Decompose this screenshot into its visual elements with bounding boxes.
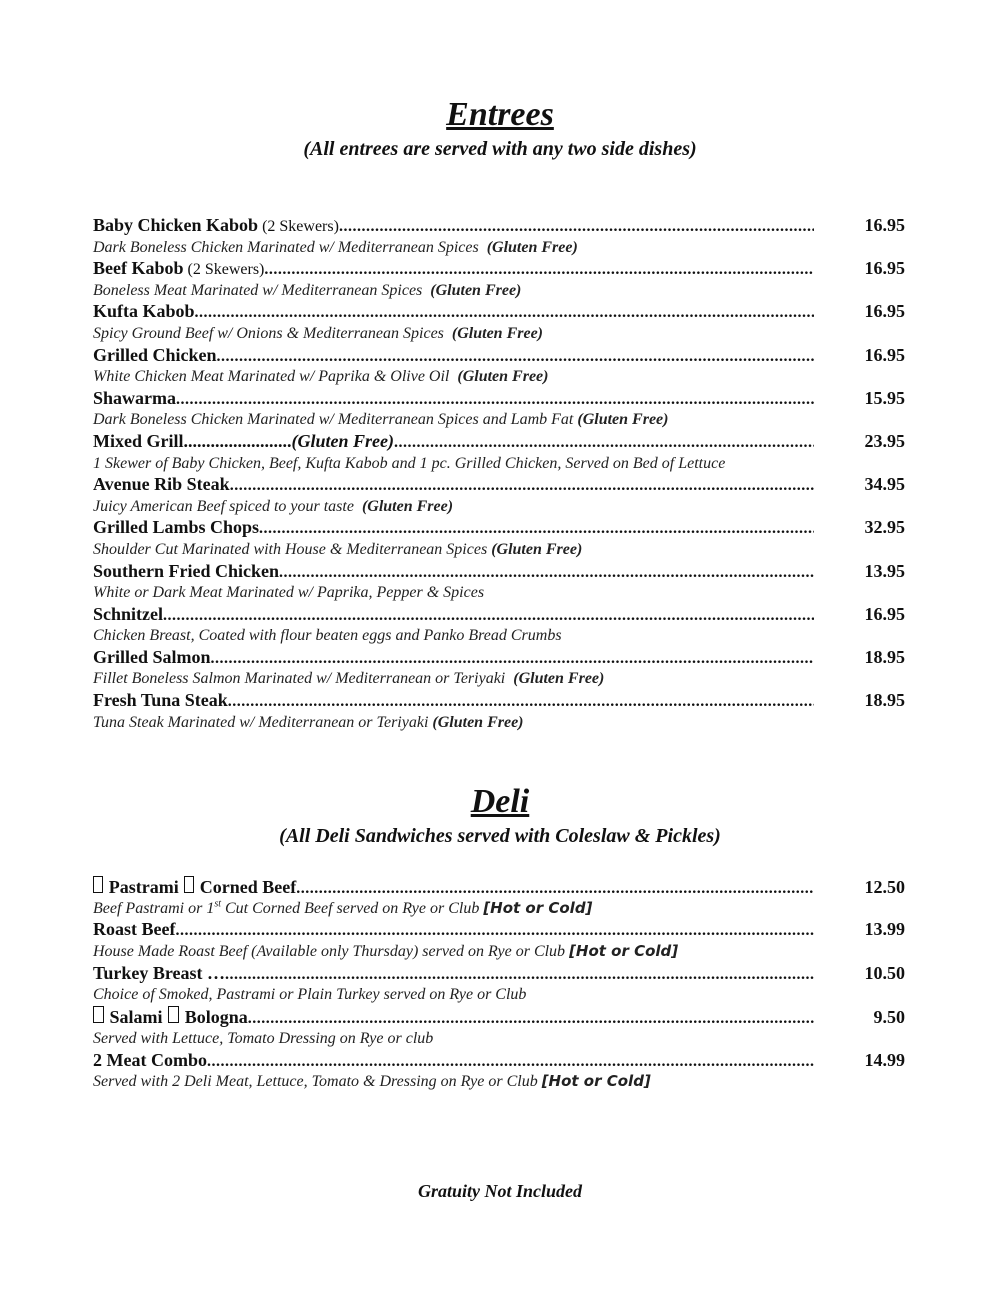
item-price: 9.50 [873,1007,905,1028]
item-price: 16.95 [864,344,905,365]
leader-dots [296,878,814,900]
item-name: Shawarma [93,387,177,408]
option-label: Pastrami [108,877,179,897]
item-description [93,323,905,345]
leader-dots [163,605,814,627]
item-name: Schnitzel [93,603,163,624]
item-desc-text: Choice of Smoked, Pastrami or Plain Turkey served on Rye or Club [93,986,527,1004]
entrees-title: Entrees [446,96,554,133]
item-price: 12.50 [864,877,906,897]
menu-item [93,258,905,280]
item-name: Grilled Lambs Chops [93,517,260,538]
item-desc-text: Juicy American Beef spiced to your taste [93,497,354,515]
item-price: 23.95 [864,430,905,451]
item-desc-text: Spicy Ground Beef w/ Onions & Mediterranean Spices [93,324,444,342]
menu-item [93,561,905,583]
item-name: Mixed Grill........................ [93,430,292,451]
deli-header [0,785,1000,848]
entrees-header [0,98,1000,161]
item-name: Roast Beef [93,919,176,940]
entrees-list [93,215,905,733]
leader-dots [259,518,814,540]
menu-item [93,517,905,539]
deli-title: Deli [470,783,530,820]
item-name: Fresh Tuna Steak [93,690,228,711]
item-name: Turkey Breast … [93,962,226,983]
gluten-free-tag: (Gluten Free) [491,540,583,558]
menu-item [93,647,905,669]
ordinal-suffix: st [214,898,221,910]
item-desc-text: Boneless Meat Marinated w/ Mediterranean Spices [93,281,423,299]
gluten-free-tag: (Gluten Free) [513,670,605,688]
deli-subtitle: (All Deli Sandwiches served with Coleslaw & Pickles) [279,825,721,847]
item-description [93,409,905,431]
menu-item [93,876,905,898]
menu-item [93,1006,905,1028]
item-desc-text: House Made Roast Beef (Available only Thursday) served on Rye or Club [93,943,566,961]
leader-dots [225,964,814,986]
gluten-free-tag: (Gluten Free) [451,324,544,342]
item-description [93,941,905,963]
item-description [93,582,905,604]
item-desc-text: Dark Boneless Chicken Marinated w/ Mediterranean Spices and Lamb Fat [93,411,574,429]
item-price: 16.95 [864,603,905,624]
item-name: Beef Kabob [93,258,184,279]
leader-dots [248,1008,814,1030]
item-price: 34.95 [864,474,905,495]
leader-dots [230,475,814,497]
gluten-free-tag: (Gluten Free) [577,411,669,429]
leader-dots [279,562,814,584]
bologna-checkbox[interactable] [168,1006,179,1023]
item-desc-text: Cut Corned Beef served on Rye or Club [221,899,480,917]
item-description [93,668,905,690]
item-desc-text: Served with 2 Deli Meat, Lettuce, Tomato & Dressing on Rye or Club [93,1073,538,1091]
menu-item [93,963,905,985]
item-name: 2 Meat Combo [93,1049,207,1070]
gluten-free-tag: (Gluten Free) [430,281,522,299]
item-desc-text: Chicken Breast, Coated with flour beaten eggs and Panko Bread Crumbs [93,627,562,645]
menu-item [93,388,905,410]
leader-dots [176,389,814,411]
item-price: 10.50 [864,962,905,983]
item-description [93,453,905,475]
menu-item [93,474,905,496]
gluten-free-tag: (Gluten Free) [291,430,394,451]
item-description [93,1028,905,1050]
item-price: 18.95 [864,690,905,711]
item-description [93,496,905,518]
leader-dots [264,259,814,281]
option-label: Salami [109,1007,163,1028]
menu-item [93,919,905,941]
item-name-note: (2 Skewers) [262,218,339,235]
item-price: 32.95 [864,517,905,538]
leader-dots [394,432,814,454]
leader-dots [175,920,814,942]
deli-list [93,876,905,1093]
item-description [93,366,905,388]
item-name-note: (2 Skewers) [187,261,265,279]
gluten-free-tag: (Gluten Free) [486,238,578,256]
menu-item [93,604,905,626]
entrees-subtitle: (All entrees are served with any two side dishes) [303,138,697,160]
option-label: Bologna [184,1007,248,1028]
item-description [93,625,905,647]
gluten-free-tag: (Gluten Free) [361,497,454,515]
menu-item [93,690,905,712]
item-name: Baby Chicken Kabob [93,215,259,235]
leader-dots [339,216,814,238]
item-description [93,539,905,561]
item-desc-text: Served with Lettuce, Tomato Dressing on Rye or club [93,1029,434,1047]
item-description [93,712,905,734]
leader-dots [195,302,814,324]
item-price: 13.95 [864,560,905,581]
item-desc-text: Shoulder Cut Marinated with House & Mediterranean Spices [93,540,488,558]
pastrami-checkbox[interactable] [93,876,103,893]
item-description [93,280,905,302]
item-price: 16.95 [864,301,905,322]
item-desc-text: White Chicken Meat Marinated w/ Paprika & Olive Oil [93,368,450,386]
item-description [93,898,905,920]
gluten-free-tag: (Gluten Free) [432,713,524,731]
menu-item [93,1050,905,1072]
item-description [93,984,905,1006]
item-desc-text: White or Dark Meat Marinated w/ Paprika, Pepper & Spices [93,584,485,602]
item-description [93,1071,905,1093]
hot-or-cold-tag: [Hot or Cold] [541,1072,651,1091]
item-desc-text: Tuna Steak Marinated w/ Mediterranean or Teriyaki [93,713,429,731]
item-price: 13.99 [864,919,905,940]
menu-item [93,345,905,367]
salami-checkbox[interactable] [93,1006,104,1023]
menu-item [93,301,905,323]
item-desc-text: Beef Pastrami or 1 [93,899,215,917]
hot-or-cold-tag: [Hot or Cold] [483,898,593,917]
option-label: Corned Beef [199,877,297,897]
item-price: 15.95 [864,387,905,408]
item-name: Southern Fried Chicken [93,560,280,581]
leader-dots [211,648,814,670]
item-name: Grilled Chicken [93,344,217,365]
item-name: Kufta Kabob [93,301,195,322]
gluten-free-tag: (Gluten Free) [457,368,549,386]
leader-dots [228,691,814,713]
item-price: 16.95 [864,215,905,235]
corned-beef-checkbox[interactable] [184,876,194,893]
item-name: Grilled Salmon [93,646,211,667]
item-price: 18.95 [864,646,905,667]
menu-item [93,215,905,237]
item-price: 16.95 [864,258,905,279]
gratuity-note: Gratuity Not Included [417,1181,582,1201]
item-desc-text: 1 Skewer of Baby Chicken, Beef, Kufta Kabob and 1 pc. Grilled Chicken, Served on Bed of Lettuce [93,454,726,472]
leader-dots [217,346,814,368]
item-description [93,237,905,259]
item-name: Avenue Rib Steak [93,474,230,495]
item-desc-text: Dark Boneless Chicken Marinated w/ Mediterranean Spices [93,238,479,256]
item-desc-text: Fillet Boneless Salmon Marinated w/ Mediterranean or Teriyaki [93,670,506,688]
hot-or-cold-tag: [Hot or Cold] [569,942,679,961]
item-price: 14.99 [864,1049,905,1070]
menu-item [93,431,905,453]
leader-dots [207,1051,814,1073]
